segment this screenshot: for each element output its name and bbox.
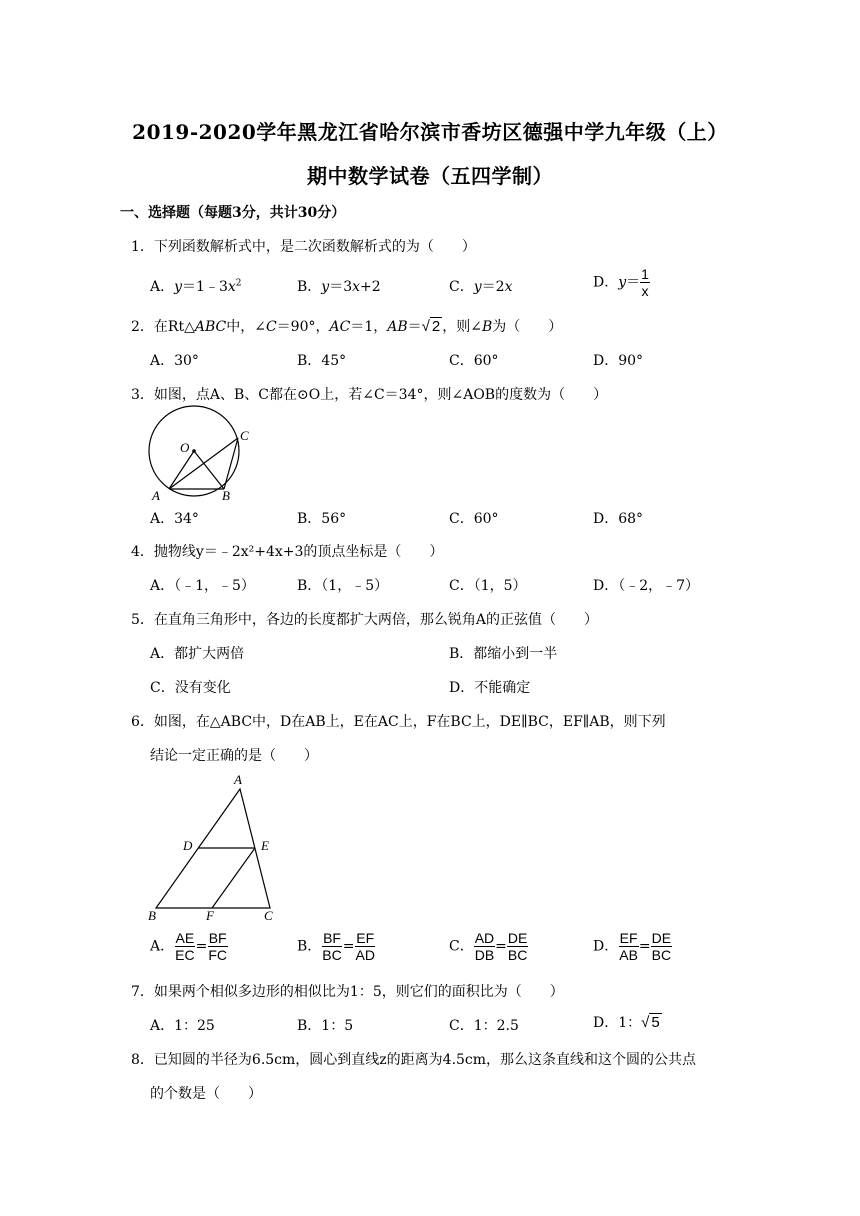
question-8-stem: 8．已知圆的半径为6.5cm，圆心到直线z的距离为4.5cm，那么这条直线和这个圆的公共点 (131, 1052, 697, 1068)
q2-option-d: D．90° (593, 353, 644, 369)
question-3-stem: 3．如图，点A、B、C都在⊙O上，若∠C＝34°，则∠AOB的度数为（ ） (131, 387, 608, 403)
q6-option-b: B． $\frac{BF}{BC}$ = $\frac{EF}{AD}$ (297, 930, 375, 963)
q1-option-a: A．$y=1﹣3x^2$ (150, 278, 242, 295)
sqrt-symbol: √ 2 (421, 318, 441, 335)
label-B: B (148, 908, 156, 923)
q5-option-c: C．没有变化 (150, 680, 231, 696)
q3-option-c: C．60° (449, 511, 499, 527)
section-heading: 一、选择题（每题3分，共计30分） (120, 205, 346, 221)
q1-option-c: C．y＝2x (449, 279, 513, 295)
question-1-stem: 1．下列函数解析式中，是二次函数解析式的为（ ） (131, 239, 476, 255)
q4-option-a: A．（﹣1，﹣5） (150, 578, 255, 594)
q6-option-a: A． $\frac{AE}{EC}$ = $\frac{BF}{FC}$ (150, 930, 227, 963)
label-A: A (234, 772, 242, 787)
question-5-stem: 5．在直角三角形中，各边的长度都扩大两倍，那么锐角A的正弦值（ ） (131, 612, 599, 628)
question-2-stem: 2．在Rt△ABC中，∠C＝90°，AC＝1，AB＝√ 2 ，则∠B为（ ） (131, 318, 563, 335)
label-D: D (183, 838, 193, 853)
label-F: F (206, 908, 214, 923)
q7-option-c: C．1：2.5 (449, 1018, 519, 1034)
q6-triangle-figure (140, 770, 290, 925)
q3-option-d: D．68° (593, 511, 644, 527)
question-8-stem-cont: 的个数是（ ） (150, 1086, 262, 1102)
q4-option-c: C．（1，5） (449, 578, 527, 594)
question-7-stem: 7．如果两个相似多边形的相似比为1：5，则它们的面积比为（ ） (131, 984, 564, 1000)
question-6-stem: 6．如图，在△ABC中，D在AB上，E在AC上，F在BC上，DE∥BC，EF∥AB，则下列 (131, 714, 666, 730)
page-subtitle: 期中数学试卷（五四学制） (307, 164, 553, 188)
q5-option-d: D．不能确定 (449, 680, 531, 696)
q4-option-d: D．（﹣2，﹣7） (593, 578, 700, 594)
q3-option-a: A．34° (150, 511, 199, 527)
label-C: C (240, 428, 249, 443)
q6-option-c: C． $\frac{AD}{DB}$ = $\frac{DE}{BC}$ (449, 930, 528, 963)
question-6-stem-cont: 结论一定正确的是（ ） (150, 748, 318, 764)
q3-option-b: B．56° (297, 511, 347, 527)
q5-option-b: B．都缩小到一半 (449, 646, 558, 662)
q2-option-b: B．45° (297, 353, 347, 369)
q2-option-c: C．60° (449, 353, 499, 369)
q7-option-d: D．1：√ 5 (593, 1014, 660, 1031)
q1-option-d: D．y＝ $\frac{1}{x}$ (593, 266, 649, 299)
label-C: C (264, 908, 273, 923)
q6-option-d: D． $\frac{EF}{AB}$ = $\frac{DE}{BC}$ (593, 930, 672, 963)
q2-option-a: A．30° (150, 353, 199, 369)
question-4-stem: 4．抛物线y＝﹣2x²+4x+3的顶点坐标是（ ） (131, 544, 444, 560)
q4-option-b: B．（1，﹣5） (297, 578, 389, 594)
label-O: O (180, 440, 190, 455)
page-title: 2019-2020学年黑龙江省哈尔滨市香坊区德强中学九年级（上） (132, 120, 728, 144)
q5-option-a: A．都扩大两倍 (150, 646, 245, 662)
q7-option-a: A．1：25 (150, 1018, 215, 1034)
label-A: A (152, 488, 160, 503)
q1-option-b: B．y＝3x+2 (297, 279, 381, 295)
label-B: B (222, 488, 230, 503)
q7-option-b: B．1：5 (297, 1018, 354, 1034)
label-E: E (261, 838, 269, 853)
sqrt-symbol: √ 5 (641, 1014, 660, 1031)
q3-circle-figure (140, 404, 260, 504)
